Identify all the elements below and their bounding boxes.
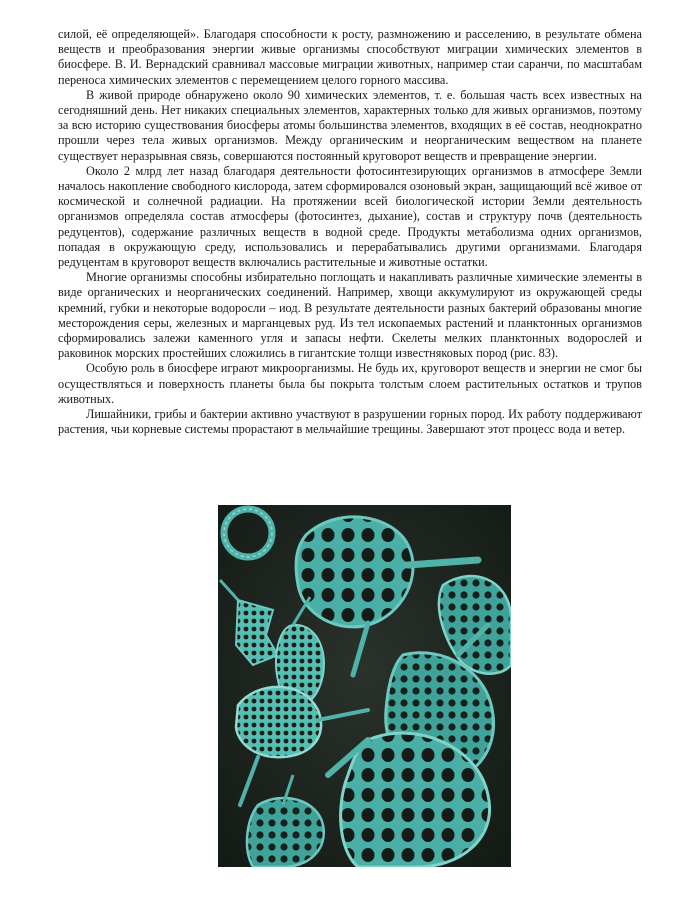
paragraph-5: Особую роль в биосфере играют микроорганизмы. Не будь их, круговорот веществ и энергии не смог бы осуществляться и поверхность планеты была бы покрыта толстым слоем растительных остатков и трупов животных. [58,361,642,406]
paragraph-4: Многие организмы способны избирательно поглощать и накапливать различные химические элементы в виде органических и неорганических соединений. Например, хвощи аккумулируют из окружающей среды кремний, губки и некоторые водоросли – иод. В результате деятельности разных бактерий образованы многие месторождения серы, железных и марганцевых руд. Из тел ископаемых растений и планктонных организмов сформировались залежи каменного угля и запасы нефти. Скелеты мелких планктонных водорослей и раковинок морских простейших сложились в гигантские толщи известняковых пород (рис. 83). [58,270,642,361]
paragraph-6: Лишайники, грибы и бактерии активно участвуют в разрушении горных пород. Их работу поддерживают растения, чьи корневые системы прорастают в мельчайшие трещины. Завершают этот процесс вода и ветер. [58,407,642,437]
upper-lattice-shell [296,517,413,627]
paragraph-3: Около 2 млрд лет назад благодаря деятельности фотосинтезирующих организмов в атмосфере Земли началось накопление свободного кислорода, затем сформировался озоновый экран, защищающий всё живое от космической и солнечной радиации. На протяжении всей биологической истории Земли деятельность организмов определяла состав атмосферы (фотосинтез, дыхание), состав и структуру почв (деятельность редуцентов), содержание различных веществ в водной среде. Продукты метаболизма одних организмов, попадая в окружающую среду, использовались и перерабатывались другими организмами. Благодаря редуцентам в круговорот веществ включались растительные и животные остатки. [58,163,642,270]
page-text [58,27,642,437]
radiolaria-photo [218,505,511,867]
bottom-left-shell [247,798,324,867]
radiolaria-illustration [218,505,511,867]
paragraph-2: В живой природе обнаружено около 90 химических элементов, т. е. большая часть всех известных на сегодняшний день. Нет никаких специальных элементов, характерных только для живых организмов, поэтому за всю историю существования биосферы атомы большинства элементов, входящих в её состав, неоднократно прошли через тела живых организмов. Между органическим и неорганическим веществом на планете существует неразрывная связь, совершаются постоянный круговорот веществ и превращение энергии. [58,87,642,163]
dome-shell [236,687,321,757]
paragraph-1: силой, её определяющей». Благодаря способности к росту, размножению и расселению, в результате обмена веществ и преобразования энергии живые организмы способствуют миграции химических элементов в биосфере. В. И. Вернадский сравнивал массовые миграции животных, например стаи саранчи, по масштабам переноса химических элементов с перемещением целого горного массива. [58,27,642,87]
